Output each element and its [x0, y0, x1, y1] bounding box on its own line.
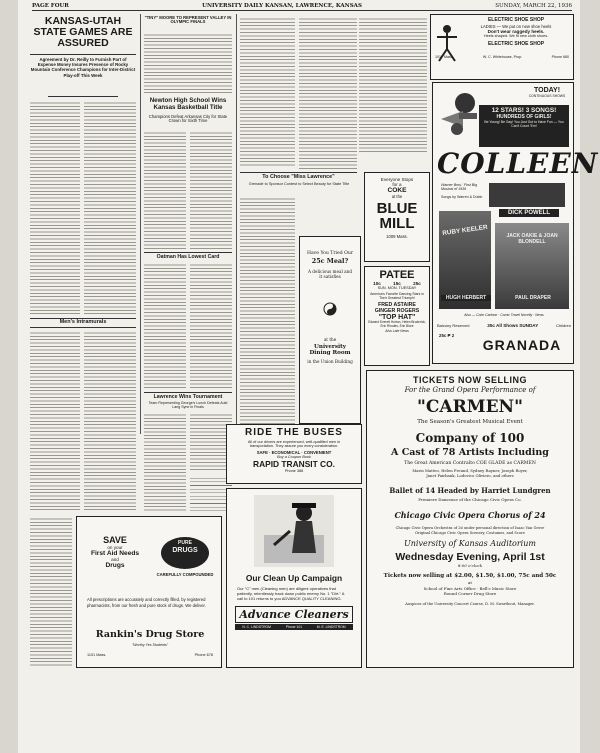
- lead-body-left: [30, 100, 80, 314]
- blue-mill-ad: Everyone Stops for a COKE at the BLUE MILL 1009 Mass.: [364, 172, 430, 262]
- lead-headline: KANSAS-UTAH STATE GAMES ARE ASSURED: [33, 15, 133, 50]
- advance-cleaners-ad: Our Clean Up Campaign Our "C" men (Cleaning men) are diligent operatives that patiently, relentlessly track down public enemy No. 1 "Dirt." A call to 101 returns to you ADVANCE QUALITY CLEANING. Advance Cleaners N. C. LINDSTROM Phone 101 M. E. LINDSTROM: [226, 488, 362, 668]
- lawrence-deck: Team Representing George's Lunch Defeats Auld Lang Syne in Finals: [148, 401, 228, 409]
- trumpet-illustration-icon: [439, 89, 479, 137]
- moore-headline: "TINY" MOORE TO REPRESENT VALLEY IN OLYMPIC FINALS: [144, 15, 232, 25]
- patee-theater-ad: PATEE 10c 15c 25c SUN. MON. TUESDAY America's Favorite Dancing Stars in Their Greatest Triumph! FRED ASTAIRE GINGER ROGERS "TOP HAT" Edward Everett Horton, Helen Broderick, Eric Rhodes, Eric Blore Also Late News: [364, 266, 430, 366]
- newspaper-page: [18, 0, 599, 753]
- pure-drugs-logo: PURE DRUGS CAREFULLY COMPOUNDED: [155, 533, 215, 583]
- photo-strip: [489, 183, 565, 207]
- granada-promo-box: 12 STARS! 3 SONGS! HUNDREDS OF GIRLS! Be Young! Be Gay! You Just Got to Have Fun — You Can't Count 'Em!: [479, 105, 569, 147]
- intramurals-subhead: Men's Intramurals: [30, 318, 136, 328]
- granada-name: GRANADA: [482, 337, 562, 353]
- miss-lawrence-deck: Grenade to Sponsor Contest to Select Beauty for State Title: [248, 182, 350, 186]
- electric-shoe-shop-ad: ELECTRIC SHOE SHOP LADIES — We put on new shoe heels Don't wear raggedy heels. Heels shaped. We fit new cloth shoes. ELECTRIC SHOE SHOP 1017 Mass. W. C. Whitehouse, Prop. Phone 680: [430, 14, 574, 80]
- newton-headline: Newton High School Wins Kansas Basketball Title: [149, 97, 227, 111]
- dining-room-ad: Have You Tried Our 25c Meal? A delicious meal and it satisfies at the University Dining Room in the Union Building: [299, 236, 361, 424]
- page-number: PAGE FOUR: [32, 3, 69, 9]
- dining-emblem-icon: [323, 301, 337, 315]
- masthead: [32, 3, 572, 11]
- lawrence-headline: Lawrence Wins Tournament: [144, 392, 232, 400]
- figure-icon: [434, 23, 460, 63]
- carmen-opera-ad: TICKETS NOW SELLING For the Grand Opera Performance of "CARMEN" The Season's Greatest Musical Event Company of 100 A Cast of 78 Artists Including The Great American Contralto COE GLADE as CARMEN Mario Matteo, Helen Freund, Sydney Rayner, Joseph Royer, Janet Fairbank, Lodovico Oliviero, and others Ballet of 14 Headed by Harriet Lundgren Premiere Danseuse of the Chicago Civic Opera Co. Chicago Civic Opera Chorus of 24 Chicago Civic Opera Orchestra of 26 under personal direction of Isaac Van Grove Original Chicago Civic Opera Scenery, Costumes, and Score University of Kansas Auditorium Wednesday Evening, April 1st 8:00 o'clock Tickets now selling at $2.00, $1.50, $1.00, 75c and 50c at School of Fine Arts Office · Bell's Music Store Round Corner Drug Store Auspices of the University Concert Course, D. M. Swarthout, Manager.: [366, 370, 574, 668]
- colleen-title: COLLEEN: [437, 147, 599, 180]
- rapid-transit-ad: RIDE THE BUSES All of our drivers are experienced, well-qualified men in transportation. They assure you every consideration. SAFE · ECONOMICAL · CONVENIENT Buy a Coupon Book RAPID TRANSIT CO. Phone 388: [226, 424, 362, 484]
- cleaners-logo: Advance Cleaners: [235, 606, 353, 623]
- paper-title: UNIVERSITY DAILY KANSAN, LAWRENCE, KANSAS: [202, 3, 362, 9]
- lead-deck: Agreement by Dr. Reilly to Furnish Part of Expense Money Insures Presence of Rocky Mountain Conference Champions for Inter-District Play-off This Week: [30, 57, 136, 78]
- miss-lawrence-headline: To Choose "Miss Lawrence": [240, 172, 357, 181]
- rankins-drug-store-ad: SAVE on your First Aid Needs and Drugs PURE DRUGS CAREFULLY COMPOUNDED All prescriptions are accurately and correctly filled, by registered pharmacists, from our fresh and pure stock of drugs. We deliver. Rankin's Drug Store "Worthy Yes Students" 1101 Mass. Phone 678: [76, 516, 222, 668]
- issue-date: SUNDAY, MARCH 22, 1936: [495, 3, 572, 9]
- granada-theater-ad: TODAY! CONTINUOUS SHOWS 12 STARS! 3 SONGS! HUNDREDS OF GIRLS! Be Young! Be Gay! You Just Got to Have Fun — You Can't Count 'Em! COLLEEN Warner Bros.' First Big Musical of 1936 Songs by Warren & Dubin DICK POWELL RUBY KEELER JACK OAKIE & JOAN BLONDELL HUGH HERBERT PAUL DRAPER Also — Color Cartoon · Comic Travel Novelty · News Balcony Reserved 35c All Shows SUNDAY Children 25c ₱ 2 GRANADA: [432, 82, 574, 364]
- detective-illustration: [254, 495, 334, 567]
- oatman-headline: Oatman Has Lowest Card: [144, 252, 232, 260]
- newton-deck: Champions Defeat Arkansas City for State Crown for Sixth Time: [148, 114, 228, 124]
- lead-body-right: [84, 100, 136, 314]
